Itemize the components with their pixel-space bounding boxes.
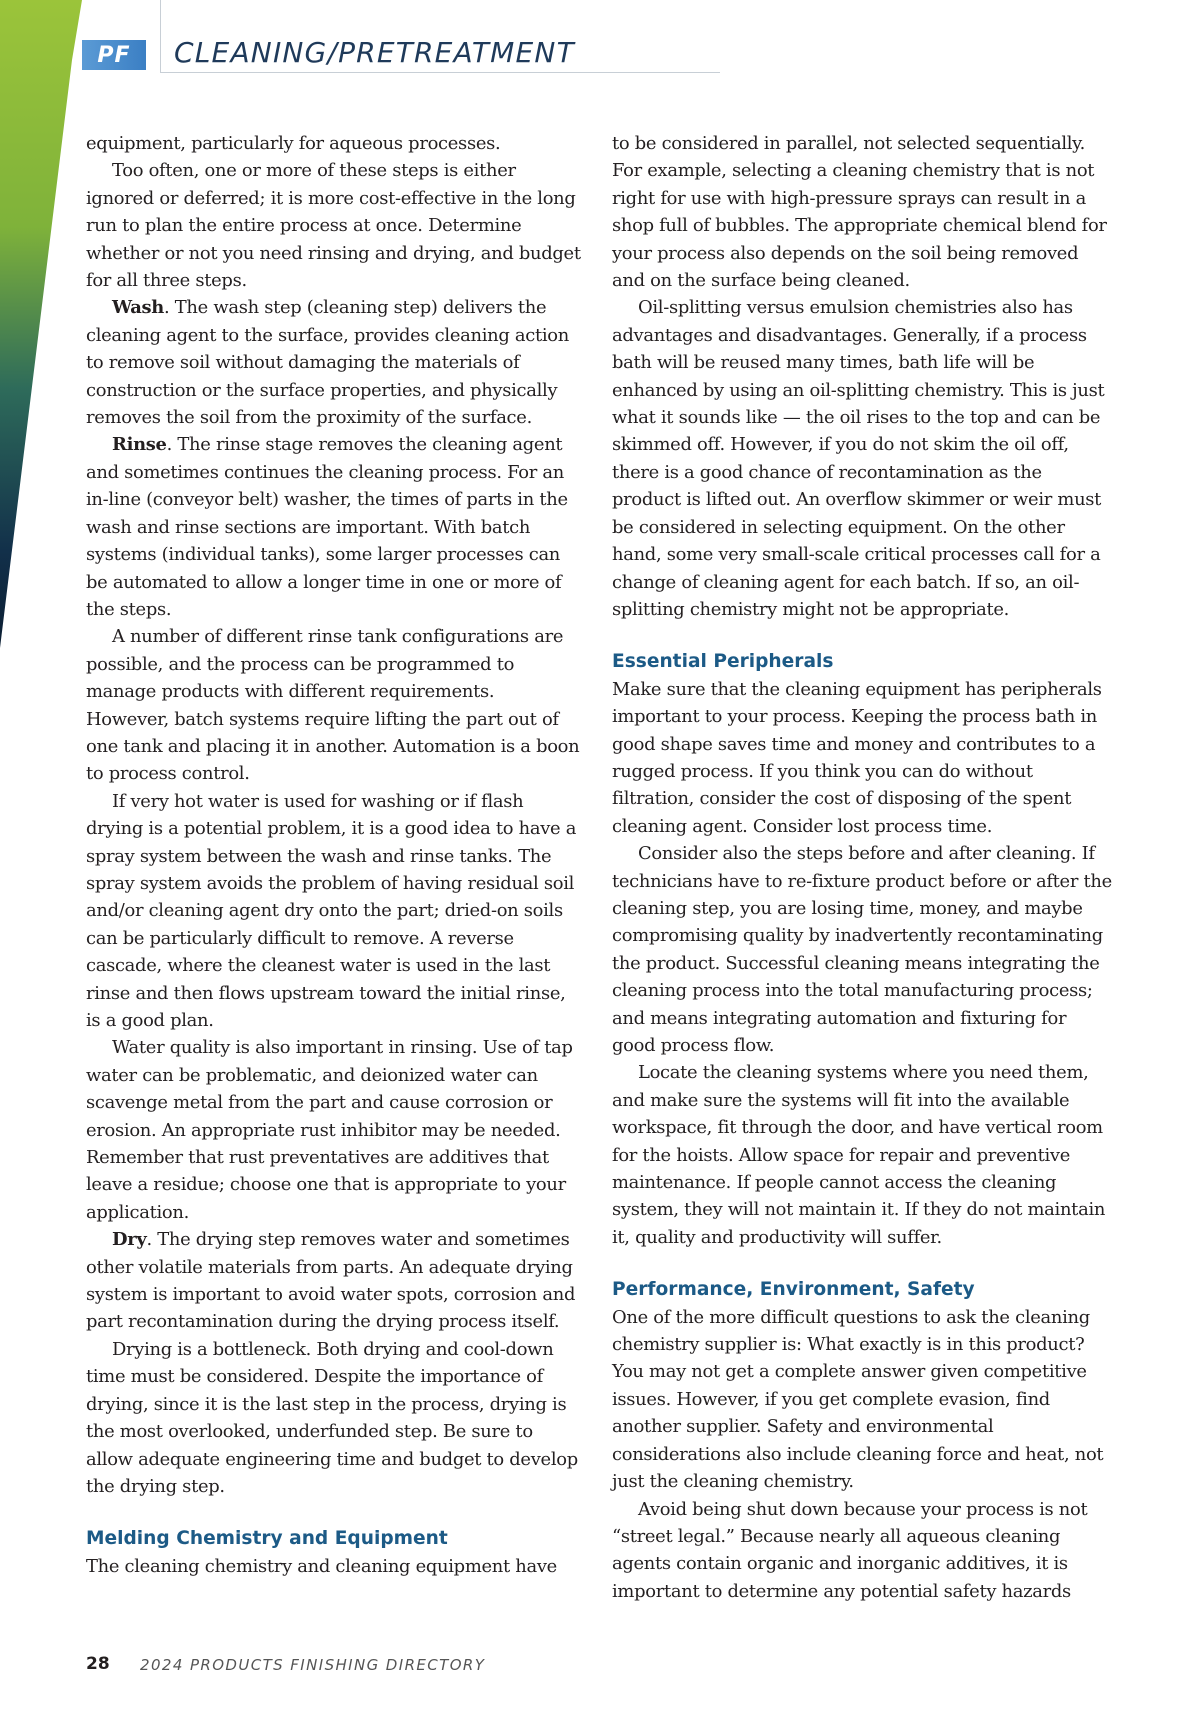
paragraph: equipment, particularly for aqueous processes. — [86, 133, 501, 154]
pf-logo-badge — [82, 40, 146, 70]
paragraph: If very hot water is used for washing or if flash drying is a potential problem, it is a good idea to have a spray system between the wash and rinse tanks. The spray system avoids the problem of having residual soil and/or cleaning agent dry onto the part; dried-on soils can be particularly difficult to remove. A reverse cascade, where the cleanest water is used in the last rinse and then flows upstream toward the initial rinse, is a good plan. — [86, 790, 577, 1031]
rinse-lead: Rinse — [112, 434, 167, 456]
dry-paragraph — [86, 1226, 582, 1336]
pf-logo-text: PF — [97, 42, 131, 68]
section-title: CLEANING/PRETREATMENT — [174, 36, 575, 69]
heading-performance: Performance, Environment, Safety — [612, 1279, 975, 1301]
paragraph: Too often, one or more of these steps is either ignored or deferred; it is more cost-effective in the long run to plan the entire process at once. Determine whether or not you need rinsing and drying, and budget for all three steps. — [86, 160, 581, 292]
heading-peripherals: Essential Peripherals — [612, 651, 834, 673]
wash-text: . The wash step (cleaning step) delivers the cleaning agent to the surface, provides cleaning action to remove soil without damaging the materials of construction or the surface properties, and physically removes the soil from the proximity of the surface. — [86, 297, 569, 429]
page-number: 28 — [86, 1654, 110, 1674]
paragraph: One of the more difficult questions to ask the cleaning chemistry supplier is: What exactly is in this product? You may not get a complete answer given competitive issues. However, if you get complete evasion, find another supplier. Safety and environmental considerations also include cleaning force and heat, not just the cleaning chemistry. — [612, 1306, 1104, 1493]
paragraph: Drying is a bottleneck. Both drying and cool-down time must be considered. Despite the importance of drying, since it is the last step in the process, drying is the most overlooked, underfunded step. Be sure to allow adequate engineering time and budget to develop the drying step. — [86, 1338, 578, 1497]
dry-text: . The drying step removes water and sometimes other volatile materials from parts. An adequate drying system is important to avoid water spots, corrosion and part recontamination during the drying process itself. — [86, 1229, 576, 1333]
wash-lead: Wash — [112, 297, 165, 319]
paragraph: to be considered in parallel, not selected sequentially. For example, selecting a cleaning chemistry that is not right for use with high-pressure sprays can result in a shop full of bubbles. The appropriate chemical blend for your process also depends on the soil being removed and on the surface being cleaned. — [612, 133, 1107, 292]
paragraph: The cleaning chemistry and cleaning equipment have — [86, 1555, 557, 1577]
wash-paragraph — [86, 294, 582, 431]
header-divider — [160, 72, 720, 73]
paragraph: Consider also the steps before and after cleaning. If technicians have to re-fixture product before or after the cleaning step, you are losing time, money, and maybe compromising quality by inadvertently recontaminating the product. Successful cleaning means integrating the cleaning process into the total manufacturing process; and means integrating automation and fixturing for good process flow. — [612, 843, 1112, 1056]
publication-name: 2024 PRODUCTS FINISHING DIRECTORY — [140, 1656, 486, 1674]
right-column — [612, 130, 1112, 1605]
paragraph: A number of different rinse tank configurations are possible, and the process can be programmed to manage products with different requirements. However, batch systems require lifting the part out of one tank and placing it in another. Automation is a boon to process control. — [86, 626, 580, 785]
paragraph: Water quality is also important in rinsing. Use of tap water can be problematic, and deionized water can scavenge metal from the part and cause corrosion or erosion. An appropriate rust inhibitor may be needed. Remember that rust preventatives are additives that leave a residue; choose one that is appropriate to your application. — [86, 1037, 573, 1223]
rinse-paragraph — [86, 431, 582, 623]
heading-melding: Melding Chemistry and Equipment — [86, 1528, 448, 1550]
left-column — [86, 130, 582, 1580]
paragraph: Oil-splitting versus emulsion chemistries also has advantages and disadvantages. Generally, if a process bath will be reused many times, bath life will be enhanced by using an oil-splitting chemistry. This is just what it sounds like — the oil rises to the top and can be skimmed off. However, if you do not skim the oil off, there is a good chance of recontamination as the product is lifted out. An overflow skimmer or weir must be considered in selecting equipment. On the other hand, some very small-scale critical processes call for a change of cleaning agent for each batch. If so, an oil-splitting chemistry might not be appropriate. — [612, 297, 1105, 620]
dry-lead: Dry — [112, 1229, 147, 1251]
paragraph: Make sure that the cleaning equipment has peripherals important to your process. Keeping the process bath in good shape saves time and money and contributes to a rugged process. If you think you can do without filtration, consider the cost of disposing of the spent cleaning agent. Consider lost process time. — [612, 678, 1102, 837]
paragraph: Locate the cleaning systems where you need them, and make sure the systems will fit into the available workspace, fit through the door, and have vertical room for the hoists. Allow space for repair and preventive maintenance. If people cannot access the cleaning system, they will not maintain it. If they do not maintain it, quality and productivity will suffer. — [612, 1062, 1106, 1248]
paragraph: Avoid being shut down because your process is not “street legal.” Because nearly all aqueous cleaning agents contain organic and inorganic additives, it is important to determine any potential safety hazards — [612, 1498, 1088, 1602]
header-divider-vertical — [160, 0, 161, 72]
rinse-text: . The rinse stage removes the cleaning agent and sometimes continues the cleaning process. For an in-line (conveyor belt) washer, the times of parts in the wash and rinse sections are important. With batch systems (individual tanks), some larger processes can be automated to allow a longer time in one or more of the steps. — [86, 434, 568, 620]
